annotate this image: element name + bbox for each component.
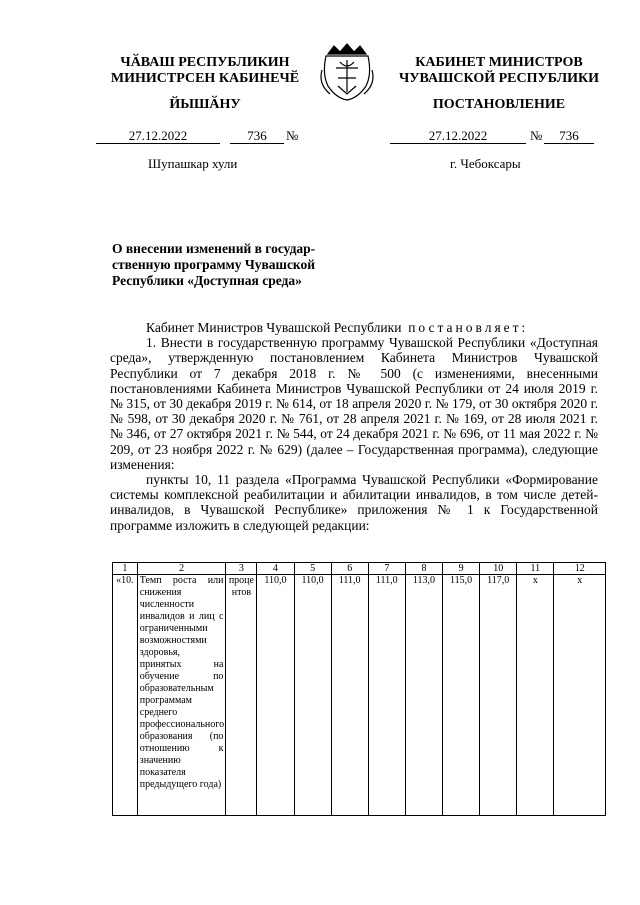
col-header: 3 [226, 563, 257, 575]
row-number: «10. [113, 575, 138, 816]
value-cell: 111,0 [368, 575, 405, 816]
subject-line-1: О внесении изменений в государ- [112, 241, 316, 256]
header-right-title [388, 55, 610, 87]
document-subject [112, 241, 332, 289]
col-header: 2 [137, 563, 226, 575]
left-date-field: 27.12.2022 [96, 128, 220, 144]
place-right: г. Чебоксары [450, 156, 521, 171]
right-number-field: 736 [544, 128, 594, 144]
subject-line-2: ственную программу Чувашской [112, 257, 316, 272]
indicator-table [112, 562, 606, 816]
subject-line-3: Республики «Доступная среда» [112, 273, 302, 288]
doc-type-right: ПОСТАНОВЛЕНИЕ [432, 97, 566, 112]
value-cell: 113,0 [405, 575, 442, 816]
right-number-sign: № [530, 128, 543, 143]
left-number-sign: № [286, 128, 299, 143]
value-cell: х [517, 575, 554, 816]
header-left-title [95, 55, 315, 87]
col-header: 9 [443, 563, 480, 575]
document-body [110, 320, 598, 533]
value-cell: х [554, 575, 606, 816]
unit-cell: процентов [226, 575, 257, 816]
value-cell: 110,0 [257, 575, 294, 816]
col-header: 4 [257, 563, 294, 575]
value-cell: 115,0 [443, 575, 480, 816]
col-header: 12 [554, 563, 606, 575]
chuvash-emblem-icon [316, 40, 378, 104]
table-header-row [113, 563, 606, 575]
col-header: 10 [480, 563, 517, 575]
col-header: 11 [517, 563, 554, 575]
col-header: 6 [331, 563, 368, 575]
col-header: 7 [368, 563, 405, 575]
item-2: пункты 10, 11 раздела «Программа Чувашской Республики «Формирование системы комплексной реабилитации и абилитации инвалидов, в том числе детей-инвалидов, в Чувашской Республике» приложения № 1 к Государственной программе изложить в следующей редакции: [110, 472, 598, 533]
date-number-line [0, 128, 640, 144]
preamble-text: Кабинет Министров Чувашской Республики [146, 320, 402, 335]
header-right-line1: КАБИНЕТ МИНИСТРОВ [415, 55, 583, 70]
col-header: 1 [113, 563, 138, 575]
preamble [110, 320, 598, 335]
place-left: Шупашкар хули [148, 156, 238, 171]
value-cell: 111,0 [331, 575, 368, 816]
right-date-field: 27.12.2022 [390, 128, 526, 144]
value-cell: 117,0 [480, 575, 517, 816]
left-number-field: 736 [230, 128, 284, 144]
col-header: 8 [405, 563, 442, 575]
col-header: 5 [294, 563, 331, 575]
header-left-line2: МИНИСТРСЕН КАБИНЕЧӖ [110, 71, 300, 86]
indicator-name: Темп роста или снижения численности инвалидов и лиц с ограниченными возможностями здоровья, принятых на обучение по образовательным программам среднего профессионального образования (по отношению к значению показателя предыдущего года) [137, 575, 226, 816]
item-1: 1. Внести в государственную программу Чувашской Республики «Доступная среда», утвержденную постановлением Кабинета Министров Чувашской Республики от 7 декабря 2018 г. № 500 (с изменениями, внесенными постановлениями Кабинета Министров Чувашской Республики от 24 июля 2019 г. № 315, от 30 декабря 2019 г. № 614, от 18 апреля 2020 г. № 179, от 30 октября 2020 г. № 598, от 30 декабря 2020 г. № 761, от 28 апреля 2021 г. № 169, от 28 июля 2021 г. № 346, от 27 октября 2021 г. № 544, от 24 декабря 2021 г. № 696, от 11 мая 2022 г. № 209, от 23 ноября 2022 г. № 629) (далее – Государственная программа), следующие изменения: [110, 335, 598, 472]
table-row [113, 575, 606, 816]
header-right-line2: ЧУВАШСКОЙ РЕСПУБЛИКИ [398, 71, 600, 86]
doc-type-left: ЙЫШӐНУ [169, 97, 241, 112]
value-cell: 110,0 [294, 575, 331, 816]
header-left-line1: ЧӐВАШ РЕСПУБЛИКИН [120, 55, 290, 70]
preamble-decree-word: постановляет: [408, 320, 529, 335]
